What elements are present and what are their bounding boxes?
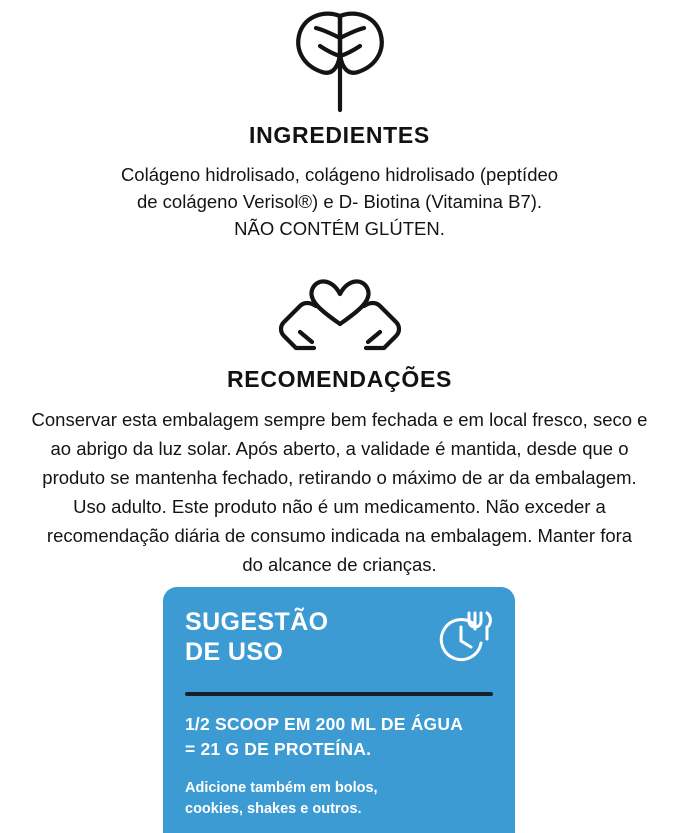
recommendations-text (6, 405, 674, 579)
usage-card-header (185, 607, 493, 672)
usage-suggestion-card (163, 587, 515, 833)
usage-card-sub-line-1: Adicione também em bolos, (185, 780, 378, 796)
usage-card-divider (185, 692, 493, 696)
product-label-page (0, 4, 679, 833)
usage-card-main-line-1: 1/2 SCOOP EM 200 ML DE ÁGUA (185, 714, 464, 734)
ingredients-line-3: NÃO CONTÉM GLÚTEN. (234, 218, 445, 239)
recommendations-line-2: ao abrigo da luz solar. Após aberto, a validade é mantida, desde que o (50, 438, 629, 459)
usage-card-main-text (185, 712, 493, 762)
ingredients-line-1: Colágeno hidrolisado, colágeno hidrolisado (peptídeo (120, 164, 559, 185)
usage-card-title-line-2: DE USO (185, 638, 284, 666)
ingredients-title: INGREDIENTES (249, 122, 430, 148)
recommendations-title: RECOMENDAÇÕES (226, 366, 453, 392)
usage-card-title-line-1: SUGESTÃO (185, 608, 329, 636)
leaf-icon-container (0, 4, 679, 114)
usage-card-sub-line-2: cookies, shakes e outros. (185, 801, 362, 817)
usage-card-sub-text (185, 778, 493, 820)
recommendations-line-6: do alcance de crianças. (242, 554, 437, 575)
ingredients-line-2: de colágeno Verisol®) e D- Biotina (Vitamina B7). (136, 191, 543, 212)
recommendations-line-1: Conservar esta embalagem sempre bem fechada e em local fresco, seco e (31, 409, 648, 430)
recommendations-line-5: recomendação diária de consumo indicada na embalagem. Manter fora (46, 525, 633, 546)
recommendations-line-4: Uso adulto. Este produto não é um medicamento. Não exceder a (73, 496, 606, 517)
heart-in-hands-icon-container (0, 248, 679, 358)
usage-card-main-line-2: = 21 G DE PROTEÍNA. (185, 739, 372, 759)
heart-in-hands-icon (270, 248, 410, 358)
recommendations-line-3: produto se mantenha fechado, retirando o máximo de ar da embalagem. (42, 467, 637, 488)
ingredients-text (75, 161, 605, 242)
usage-card-title (185, 607, 329, 667)
clock-fork-knife-icon (431, 609, 493, 667)
clock-fork-knife-icon-container (431, 609, 493, 672)
leaf-icon (284, 4, 396, 114)
